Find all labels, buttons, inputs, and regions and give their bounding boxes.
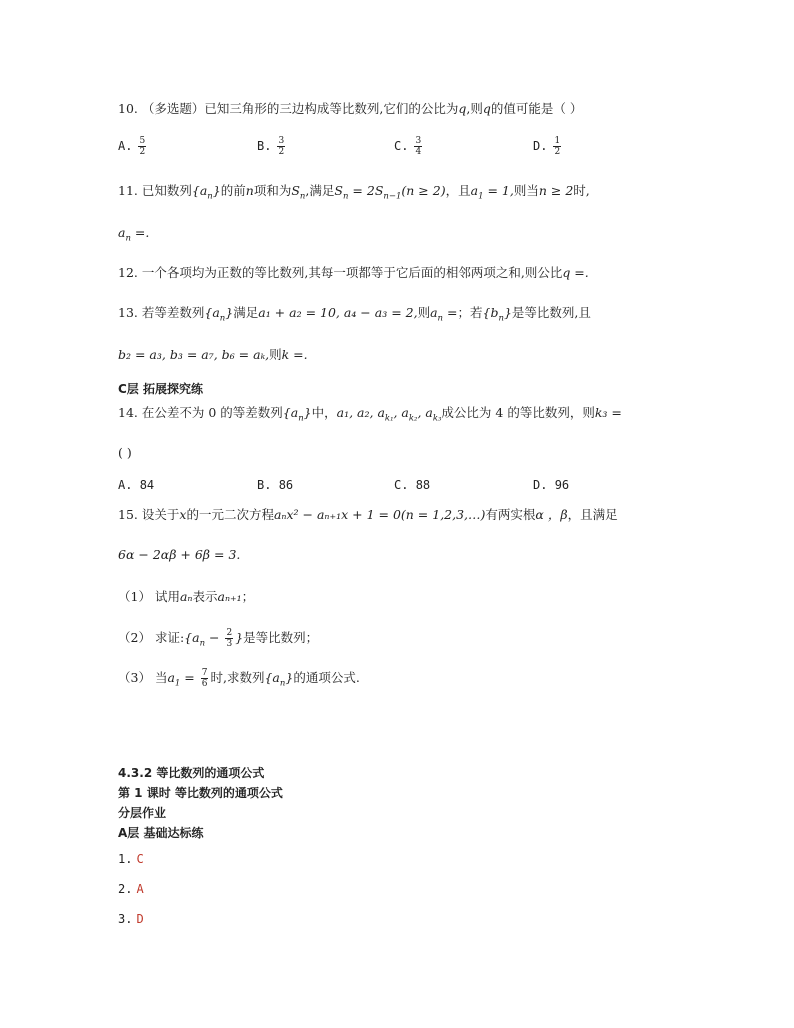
answer-item xyxy=(118,850,144,868)
numerator: 7 xyxy=(201,668,208,678)
answer-heading-3: 分层作业 xyxy=(118,806,167,820)
math-expr: $\{b_n\}$ xyxy=(482,305,512,324)
option-b[interactable] xyxy=(257,476,293,494)
fraction xyxy=(414,136,422,157)
question-number: 14. xyxy=(118,405,138,420)
math-sub: n xyxy=(299,191,306,202)
question-text: 满足 xyxy=(233,305,259,320)
math-var: q xyxy=(458,101,467,116)
math-expr: b₂ = a₃, b₃ = a₇, b₆ = aₖ, xyxy=(118,347,270,362)
option-label: D. xyxy=(533,139,548,153)
option-value: 86 xyxy=(278,478,294,492)
math-expr xyxy=(118,225,150,244)
fraction xyxy=(201,668,209,689)
question-text: 是等比数列,且 xyxy=(511,305,591,320)
option-label: C. xyxy=(394,478,409,492)
math-expr: $a_1$ = xyxy=(167,670,199,689)
question-text: 已知三角形的三边构成等比数列,它们的公比为 xyxy=(204,101,459,116)
math-expr: a₁, a₂, $a_{k_1}$, $a_{k_2}$, $a_{k_3}$ xyxy=(336,405,442,424)
denominator: 2 xyxy=(139,147,146,157)
math-sub: 1 xyxy=(478,191,484,202)
math-part: S xyxy=(291,183,300,198)
question-text: ,满足 xyxy=(305,183,335,198)
question-text: ，且满足 xyxy=(567,507,618,522)
math-expr: aₙx² − aₙ₊₁x + 1 = 0(n = 1,2,3,…) xyxy=(273,507,486,522)
answer-value: C xyxy=(136,852,144,866)
question-text: 若等差数列 xyxy=(141,305,205,320)
answer-item xyxy=(118,910,144,928)
option-value: 88 xyxy=(415,478,431,492)
math-part: a₁, a₂, a xyxy=(336,405,385,420)
fraction xyxy=(138,136,146,157)
option-a[interactable] xyxy=(118,476,154,494)
denominator: 2 xyxy=(278,147,285,157)
question-number: 11. xyxy=(118,183,138,198)
math-sub: n xyxy=(207,191,213,202)
question-15-part2 xyxy=(118,628,318,649)
question-text: 的通项公式. xyxy=(293,670,360,685)
math-part: } xyxy=(212,183,221,198)
question-text: ； xyxy=(241,589,255,604)
math-expr: $\{a_n\}$ xyxy=(204,305,234,324)
question-text: 表示 xyxy=(192,589,218,604)
question-text: 的前 xyxy=(220,183,246,198)
option-label: D. xyxy=(533,478,548,492)
math-expr: $a_n$ xyxy=(430,305,444,324)
math-expr: aₙ xyxy=(179,589,193,604)
math-expr xyxy=(334,183,446,202)
question-text: 时,求数列 xyxy=(210,670,265,685)
question-11 xyxy=(118,182,590,200)
math-part: } xyxy=(235,630,244,645)
math-expr: $\{a_n\}$ xyxy=(282,405,312,424)
question-15-line2 xyxy=(118,546,240,564)
answer-value: A xyxy=(136,882,144,896)
question-text: 试用 xyxy=(154,589,180,604)
denominator: 2 xyxy=(554,147,561,157)
denominator: 6 xyxy=(201,679,208,689)
question-15-part1 xyxy=(118,588,254,606)
sub-label: （2） xyxy=(118,630,151,645)
math-part: =. xyxy=(134,225,150,240)
answer-heading-2: 第 1 课时 等比数列的通项公式 xyxy=(118,786,283,800)
question-text: 求证: xyxy=(154,630,185,645)
math-part: (n ≥ 2) xyxy=(401,183,446,198)
sub-label: （3） xyxy=(118,670,151,685)
question-text: ,则 xyxy=(466,101,483,116)
option-a[interactable] xyxy=(118,136,148,157)
question-text: 有两实根 xyxy=(485,507,536,522)
math-var: x xyxy=(179,507,187,522)
answer-number: 3. xyxy=(118,912,133,926)
math-part: = 2S xyxy=(352,183,384,198)
math-expr: q =. xyxy=(562,265,589,280)
question-11-line2 xyxy=(118,224,149,242)
question-13 xyxy=(118,304,591,322)
math-expr: 6α − 2αβ + 6β = 3. xyxy=(118,547,241,562)
math-sub: n−1 xyxy=(383,191,402,202)
denominator: 3 xyxy=(226,639,233,649)
numerator: 3 xyxy=(278,136,285,146)
math-expr: $\{a_n\}$ xyxy=(264,670,294,689)
fraction xyxy=(277,136,285,157)
answer-item xyxy=(118,880,144,898)
question-text: 则 xyxy=(417,305,431,320)
fraction xyxy=(553,136,561,157)
question-14-paren: ( ) xyxy=(118,445,132,460)
math-expr: n ≥ 2 xyxy=(538,183,574,198)
question-text: 时, xyxy=(573,183,590,198)
math-part: S xyxy=(334,183,343,198)
option-label: B. xyxy=(257,478,272,492)
option-label: B. xyxy=(257,139,272,153)
numerator: 3 xyxy=(415,136,422,146)
option-c[interactable] xyxy=(394,476,430,494)
question-text: 项和为 xyxy=(253,183,292,198)
question-text: 的一元二次方程 xyxy=(186,507,274,522)
question-13-line2 xyxy=(118,346,308,364)
math-expr: a₁ + a₂ = 10, a₄ − a₃ = 2, xyxy=(258,305,418,320)
option-b[interactable] xyxy=(257,136,287,157)
question-tag: （多选题） xyxy=(141,101,205,116)
answer-number: 1. xyxy=(118,852,133,866)
question-text: 中， xyxy=(311,405,337,420)
math-expr xyxy=(470,183,514,202)
answer-heading-4: A层 基础达标练 xyxy=(118,826,204,840)
math-expr: k₃ = xyxy=(594,405,622,420)
question-15-part3 xyxy=(118,668,360,689)
question-14 xyxy=(118,404,622,422)
numerator: 2 xyxy=(226,628,233,638)
math-expr: aₙ₊₁ xyxy=(217,589,242,604)
question-text: 一个各项均为正数的等比数列,其每一项都等于它后面的相邻两项之和,则公比 xyxy=(141,265,563,280)
math-var: n xyxy=(245,183,254,198)
numerator: 5 xyxy=(139,136,146,146)
option-label: A. xyxy=(118,139,133,153)
question-text: 则当 xyxy=(513,183,539,198)
option-c[interactable] xyxy=(394,136,424,157)
question-number: 10. xyxy=(118,101,138,116)
option-label: A. xyxy=(118,478,133,492)
math-expr xyxy=(291,183,306,202)
question-number: 15. xyxy=(118,507,138,522)
question-text: 设关于 xyxy=(141,507,180,522)
question-text: 在公差不为 0 的等差数列 xyxy=(141,405,283,420)
question-text: ，且 xyxy=(445,183,471,198)
question-text: 的值可能是（ ） xyxy=(490,101,583,116)
math-part: a xyxy=(118,225,126,240)
option-value: 84 xyxy=(139,478,155,492)
option-value: 96 xyxy=(554,478,570,492)
fraction xyxy=(225,628,233,649)
math-sub: n xyxy=(342,191,349,202)
option-d[interactable] xyxy=(533,476,569,494)
answer-heading-1: 4.3.2 等比数列的通项公式 xyxy=(118,766,265,780)
math-expr: α ，β xyxy=(535,507,568,522)
question-text: =；若 xyxy=(447,305,483,320)
math-sub: n xyxy=(125,233,131,244)
math-part: a xyxy=(470,183,479,198)
question-text: 成公比为 4 的等比数列，则 xyxy=(441,405,595,420)
numerator: 1 xyxy=(554,136,561,146)
math-part: = 1, xyxy=(487,183,514,198)
question-number: 13. xyxy=(118,305,138,320)
sub-label: （1） xyxy=(118,589,151,604)
question-10 xyxy=(118,100,582,118)
math-expr: {$a_n$ − xyxy=(184,630,224,649)
math-var: q xyxy=(482,101,491,116)
question-15 xyxy=(118,506,618,524)
question-text: 是等比数列； xyxy=(243,630,319,645)
math-expr xyxy=(191,183,221,202)
option-d[interactable] xyxy=(533,136,563,157)
question-12 xyxy=(118,264,589,282)
section-heading-c: C层 拓展探究练 xyxy=(118,382,203,396)
question-text: 则 xyxy=(269,347,282,362)
question-number: 12. xyxy=(118,265,138,280)
answer-value: D xyxy=(136,912,144,926)
question-text: 已知数列 xyxy=(141,183,192,198)
math-expr: k =. xyxy=(281,347,308,362)
answer-number: 2. xyxy=(118,882,133,896)
math-part: {a xyxy=(191,183,208,198)
question-text: 当 xyxy=(154,670,168,685)
denominator: 4 xyxy=(415,147,422,157)
option-label: C. xyxy=(394,139,409,153)
